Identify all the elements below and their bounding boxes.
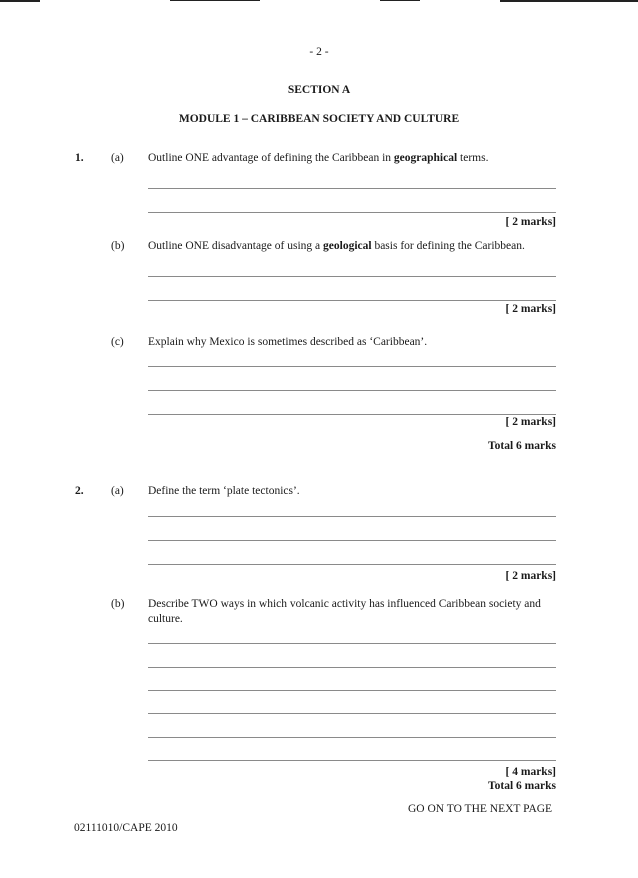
question-text: Explain why Mexico is sometimes described as ‘Caribbean’. <box>148 336 428 348</box>
answer-line[interactable] <box>148 366 556 367</box>
question-text: Define the term ‘plate tectonics’. <box>148 485 300 497</box>
question-text: culture. <box>148 613 183 625</box>
part-label: (a) <box>111 485 124 497</box>
answer-line[interactable] <box>148 667 556 668</box>
question-text-part: basis for defining the Caribbean. <box>371 240 525 252</box>
question-text-emphasis: geological <box>323 240 372 252</box>
question-text <box>148 152 488 164</box>
paper-code: 02111010/CAPE 2010 <box>74 822 178 834</box>
answer-line[interactable] <box>148 276 556 277</box>
answer-line[interactable] <box>148 690 556 691</box>
part-label: (c) <box>111 336 124 348</box>
question-text-emphasis: geographical <box>393 152 458 164</box>
scan-edge-mark <box>0 0 40 2</box>
answer-line[interactable] <box>148 212 556 213</box>
question-text-part: Outline ONE disadvantage of using a <box>148 240 324 252</box>
answer-line[interactable] <box>148 713 556 714</box>
marks-label: [ 2 marks] <box>505 570 556 582</box>
total-marks: Total 6 marks <box>488 440 556 452</box>
answer-line[interactable] <box>148 737 556 738</box>
question-text: Describe TWO ways in which volcanic activity has influenced Caribbean society and <box>148 598 541 610</box>
question-number: 2. <box>75 485 84 497</box>
scan-edge-mark <box>500 0 638 2</box>
scan-edge-mark <box>170 0 260 1</box>
question-text <box>148 240 525 252</box>
answer-line[interactable] <box>148 564 556 565</box>
section-title: SECTION A <box>287 84 351 96</box>
scan-edge-mark <box>380 0 420 1</box>
page-number: - 2 - <box>309 46 329 58</box>
answer-line[interactable] <box>148 540 556 541</box>
question-number: 1. <box>75 152 84 164</box>
answer-line[interactable] <box>148 516 556 517</box>
question-text-part: terms. <box>457 152 489 164</box>
answer-line[interactable] <box>148 300 556 301</box>
answer-line[interactable] <box>148 643 556 644</box>
part-label: (b) <box>111 598 125 610</box>
part-label: (b) <box>111 240 125 252</box>
marks-label: [ 4 marks] <box>505 766 556 778</box>
answer-line[interactable] <box>148 760 556 761</box>
marks-label: [ 2 marks] <box>505 416 556 428</box>
marks-label: [ 2 marks] <box>505 216 556 228</box>
part-label: (a) <box>111 152 124 164</box>
answer-line[interactable] <box>148 188 556 189</box>
module-title: MODULE 1 – CARIBBEAN SOCIETY AND CULTURE <box>178 113 460 125</box>
question-text-part: Outline ONE advantage of defining the Caribbean in <box>148 152 394 164</box>
total-marks: Total 6 marks <box>488 780 556 792</box>
next-page-note: GO ON TO THE NEXT PAGE <box>408 803 553 815</box>
answer-line[interactable] <box>148 390 556 391</box>
marks-label: [ 2 marks] <box>505 303 556 315</box>
answer-line[interactable] <box>148 414 556 415</box>
